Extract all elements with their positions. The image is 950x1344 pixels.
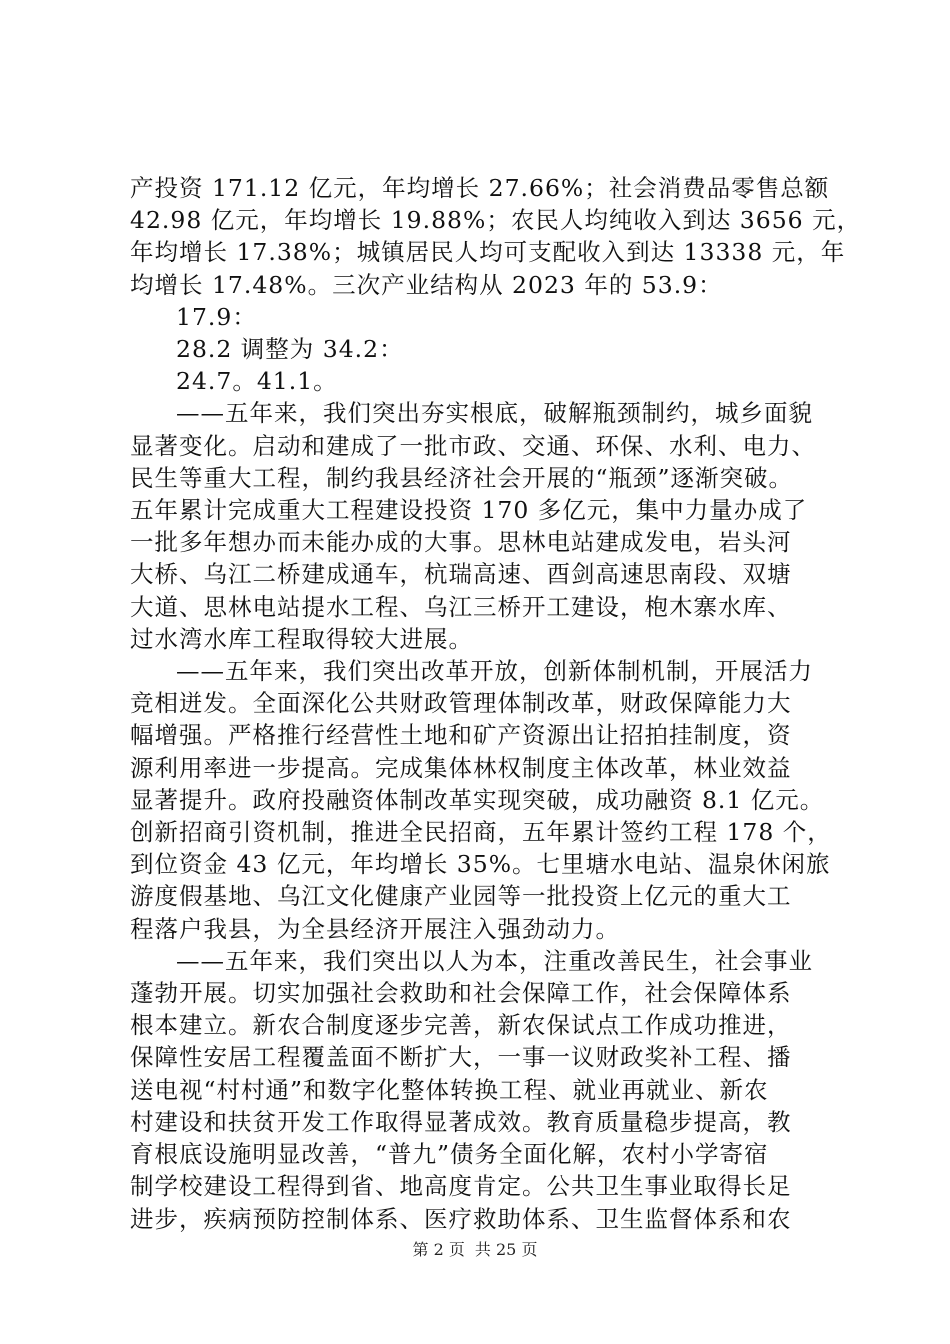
text-line: 根本建立。新农合制度逐步完善，新农保试点工作成功推进， <box>130 1011 792 1040</box>
page-total: 共 25 页 <box>474 1240 538 1259</box>
body-text <box>130 172 862 1235</box>
text-line: 游度假基地、乌江文化健康产业园等一批投资上亿元的重大工 <box>130 882 792 911</box>
text-line: 育根底设施明显改善，“普九”债务全面化解，农村小学寄宿 <box>130 1140 769 1169</box>
text-line: 民生等重大工程，制约我县经济社会开展的“瓶颈”逐渐突破。 <box>130 463 794 492</box>
text-line: 制学校建设工程得到省、地高度肯定。公共卫生事业取得长足 <box>130 1172 792 1201</box>
text-line: 24.7。41.1。 <box>176 367 338 396</box>
text-line: 均增长 17.48%。三次产业结构从 2023 年的 53.9： <box>130 270 723 299</box>
text-line: 幅增强。严格推行经营性土地和矿产资源出让招拍挂制度，资 <box>130 721 792 750</box>
text-line: 17.9： <box>176 302 257 331</box>
text-line: 竞相迸发。全面深化公共财政管理体制改革，财政保障能力大 <box>130 689 792 718</box>
paragraph-start-line: ——五年来，我们突出夯实根底，破解瓶颈制约，城乡面貌 <box>176 399 813 428</box>
text-line: 保障性安居工程覆盖面不断扩大，一事一议财政奖补工程、播 <box>130 1043 792 1072</box>
text-line: 显著变化。启动和建成了一批市政、交通、环保、水利、电力、 <box>130 431 816 460</box>
text-line: 一批多年想办而未能办成的大事。思林电站建成发电，岩头河 <box>130 528 792 557</box>
text-line: 送电视“村村通”和数字化整体转换工程、就业再就业、新农 <box>130 1075 769 1104</box>
text-line: 程落户我县，为全县经济开展注入强劲动力。 <box>130 914 620 943</box>
text-line: 显著提升。政府投融资体制改革实现突破，成功融资 8.1 亿元。 <box>130 785 825 814</box>
paragraph-start-line: ——五年来，我们突出以人为本，注重改善民生，社会事业 <box>176 946 813 975</box>
page-footer <box>0 1240 950 1260</box>
text-line: 进步，疾病预防控制体系、医疗救助体系、卫生监督体系和农 <box>130 1204 792 1233</box>
text-line: 产投资 171.12 亿元，年均增长 27.66%；社会消费品零售总额 <box>130 174 830 202</box>
text-line: 28.2 调整为 34.2： <box>176 335 404 364</box>
text-line: 到位资金 43 亿元，年均增长 35%。七里塘水电站、温泉休闲旅 <box>130 850 831 879</box>
text-line: 大桥、乌江二桥建成通车，杭瑞高速、酉剑高速思南段、双塘 <box>130 560 792 589</box>
text-line: 年均增长 17.38%；城镇居民人均可支配收入到达 13338 元，年 <box>130 238 846 267</box>
text-line: 过水湾水库工程取得较大进展。 <box>130 624 473 653</box>
text-line: 创新招商引资机制，推进全民招商，五年累计签约工程 178 个， <box>130 818 832 847</box>
paragraph-start-line: ——五年来，我们突出改革开放，创新体制机制，开展活力 <box>176 657 813 686</box>
page-number: 第 2 页 <box>412 1240 465 1259</box>
text-line: 五年累计完成重大工程建设投资 170 多亿元，集中力量办成了 <box>130 496 808 525</box>
text-line: 42.98 亿元，年均增长 19.88%；农民人均纯收入到达 3656 元， <box>130 206 862 235</box>
text-line: 源利用率进一步提高。完成集体林权制度主体改革，林业效益 <box>130 753 792 782</box>
text-line: 蓬勃开展。切实加强社会救助和社会保障工作，社会保障体系 <box>130 979 792 1008</box>
text-line: 村建设和扶贫开发工作取得显著成效。教育质量稳步提高，教 <box>130 1107 792 1136</box>
text-line: 大道、思林电站提水工程、乌江三桥开工建设，枹木寨水库、 <box>130 592 792 621</box>
